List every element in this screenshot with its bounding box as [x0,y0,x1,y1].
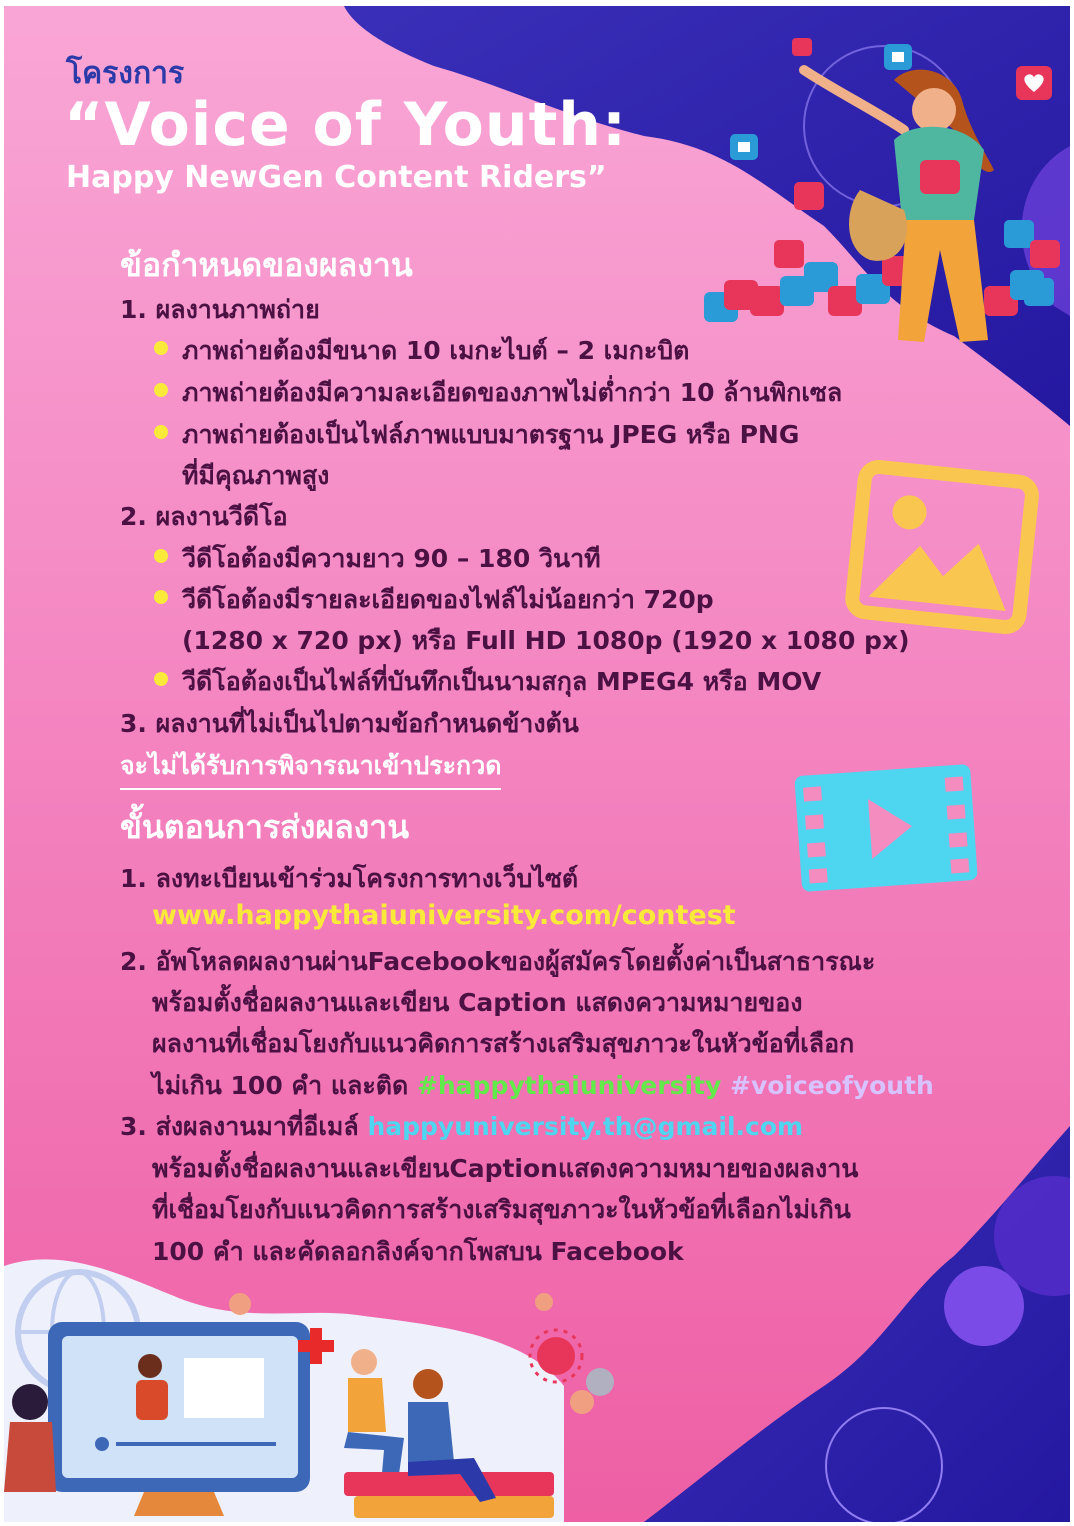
image-icon [842,460,1042,636]
hashtag-happythaiuniversity[interactable]: #happythaiuniversity [416,1071,722,1100]
step3-line [120,1107,803,1147]
photo-bullet: ภาพถ่ายต้องเป็นไฟล์ภาพแบบมาตรฐาน JPEG หรือ PNG [182,420,800,449]
photo-bullet: ภาพถ่ายต้องมีความละเอียดของภาพไม่ต่ำกว่า 10 ล้านพิกเซล [182,378,843,407]
step2-line: ผลงานที่เชื่อมโยงกับแนวคิดการสร้างเสริมสุขภาวะในหัวข้อที่เลือก [152,1029,855,1058]
video-bullet: วีดีโอต้องมีรายละเอียดของไฟล์ไม่น้อยกว่า 720p [182,585,714,614]
photo-label: 1. ผลงานภาพถ่าย [120,295,320,324]
submission-email-link[interactable]: happyuniversity.th@gmail.com [367,1112,804,1141]
video-bullet-continued: (1280 x 720 px) หรือ Full HD 1080p (1920 x 1080 px) [182,626,910,655]
requirements-note: 3. ผลงานที่ไม่เป็นไปตามข้อกำหนดข้างต้น [120,709,579,738]
social-media-girl-illustration [684,30,1070,350]
photo-bullet-continued: ที่มีคุณภาพสูง [182,461,330,490]
project-kicker: โครงการ [66,56,185,91]
step2-line: 2. อัพโหลดผลงานผ่านFacebookของผู้สมัครโดยตั้งค่าเป็นสาธารณะ [120,947,876,976]
step2-text: ไม่เกิน 100 คำ และติด [152,1071,409,1100]
bullet-icon [154,549,168,563]
step3-text: 3. ส่งผลงานมาที่อีเมล์ [120,1112,359,1141]
bullet-icon [154,672,168,686]
heart-notification-icon [1016,66,1052,100]
project-title: “Voice of Youth: [64,90,628,160]
step3-line: ที่เชื่อมโยงกับแนวคิดการสร้างเสริมสุขภาวะในหัวข้อที่เลือกไม่เกิน [152,1195,851,1224]
bullet-icon [154,590,168,604]
step1-text: 1. ลงทะเบียนเข้าร่วมโครงการทางเว็บไซต์ [120,864,579,893]
video-icon [788,758,984,896]
monitor-illustration [48,1322,310,1516]
submission-heading: ขั้นตอนการส่งผลงาน [120,808,410,846]
step3-line: 100 คำ และคัดลอกลิงค์จากโพสบน Facebook [152,1237,684,1266]
bullet-icon [154,383,168,397]
video-bullet: วีดีโอต้องเป็นไฟล์ที่บันทึกเป็นนามสกุล MPEG4 หรือ MOV [182,667,822,696]
disqualification-warning: จะไม่ได้รับการพิจารณาเข้าประกวด [120,746,501,790]
bullet-icon [154,341,168,355]
photo-bullet: ภาพถ่ายต้องมีขนาด 10 เมกะไบต์ – 2 เมกะบิต [182,336,690,365]
video-bullet: วีดีโอต้องมีความยาว 90 – 180 วินาที [182,544,601,573]
poster [4,6,1070,1522]
video-label: 2. ผลงานวีดีโอ [120,502,288,531]
bullet-icon [154,425,168,439]
step2-line: พร้อมตั้งชื่อผลงานและเขียน Caption แสดงความหมายของ [152,988,803,1017]
hashtag-voiceofyouth[interactable]: #voiceofyouth [730,1071,934,1100]
project-subtitle: Happy NewGen Content Riders” [66,160,607,195]
requirements-heading: ข้อกำหนดของผลงาน [120,246,413,284]
online-learning-illustration [4,1262,644,1522]
like-notification-icon [884,44,912,70]
step3-line: พร้อมตั้งชื่อผลงานและเขียนCaptionแสดงความหมายของผลงาน [152,1154,859,1183]
step2-line [152,1066,934,1106]
contest-url-link[interactable]: www.happythaiuniversity.com/contest [152,900,736,931]
